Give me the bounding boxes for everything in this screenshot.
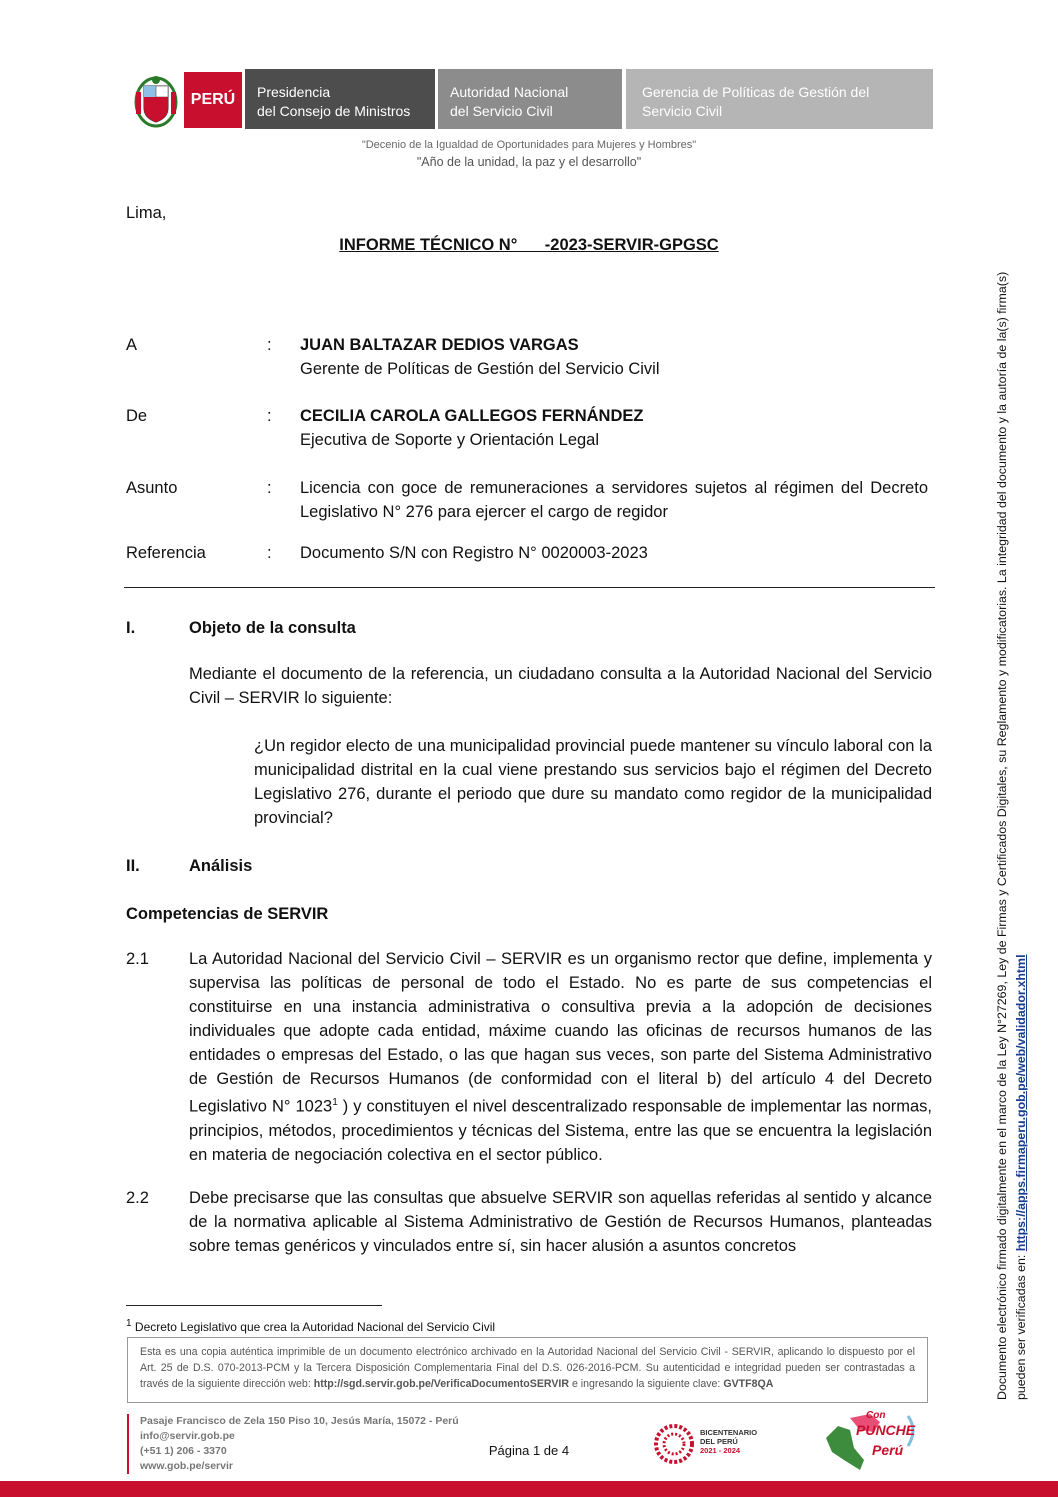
reference-colon: : bbox=[267, 544, 272, 562]
page-number: Página 1 de 4 bbox=[488, 1443, 570, 1458]
reference-label: Referencia bbox=[126, 544, 206, 562]
consultation-question: ¿Un regidor electo de una municipalidad provincial puede mantener su vínculo laboral con la municipalidad distrital en la cual viene prestando sus servicios bajo el régimen del Decreto Legislativo 276, durante el periodo que dure su mandato como regidor de la municipalidad provincial? bbox=[254, 737, 932, 827]
header-gerencia-line1: Gerencia de Políticas de Gestión del bbox=[642, 84, 870, 100]
from-label: De bbox=[126, 407, 148, 425]
bicentenario-icon bbox=[652, 1422, 696, 1466]
section-1-heading: Objeto de la consulta bbox=[189, 619, 356, 637]
authenticity-text-2: e ingresando la siguiente clave: bbox=[569, 1378, 724, 1390]
header-servir-line1: Autoridad Nacional bbox=[450, 84, 569, 100]
verification-key: GVTF8QA bbox=[723, 1378, 774, 1390]
footnote-mark: 1 bbox=[126, 1318, 132, 1329]
year-motto: "Año de la unidad, la paz y el desarrollo" bbox=[416, 155, 642, 169]
paragraph-2-1-number: 2.1 bbox=[126, 950, 149, 968]
subsection-heading: Competencias de SERVIR bbox=[126, 905, 329, 923]
paragraph-2-2: Debe precisarse que las consultas que absuelve SERVIR son aquellas referidas al sentido y alcance de la normativa aplicable al Sistema Administrativo de Gestión de Recursos Humanos, planteadas sobre temas genéricos y vinculados entre sí, sin hacer alusión a asuntos concretos bbox=[189, 1189, 932, 1255]
paragraph-2-1-part1: La Autoridad Nacional del Servicio Civil – SERVIR es un organismo rector que define, implementa y supervisa las políticas de personal de todo el Estado. No es parte de sus competencias el constituirse en una instancia administrativa o consultiva previa a la adopción de decisiones individuales que adopte cada entidad, máxime cuando las oficinas de recursos humanos de las entidades o empresas del Estado, o las que hagan sus veces, son parte del Sistema Administrativo de Gestión de Recursos Humanos (de conformidad con el literal b) del artículo 4 del Decreto Legislativo N° 1023 bbox=[189, 950, 932, 1116]
header-gerencia bbox=[626, 69, 933, 129]
signature-notice-prefix: pueden ser verificadas en: bbox=[1014, 1251, 1028, 1400]
footnote-text: Decreto Legislativo que crea la Autoridad Nacional del Servicio Civil bbox=[131, 1320, 496, 1334]
to-name: JUAN BALTAZAR DEDIOS VARGAS bbox=[300, 336, 579, 354]
report-title: INFORME TÉCNICO N° -2023-SERVIR-GPGSC bbox=[339, 236, 719, 254]
paragraph-2-1 bbox=[189, 947, 932, 1167]
footer-website[interactable]: www.gob.pe/servir bbox=[140, 1460, 233, 1472]
digital-signature-notice bbox=[993, 220, 1053, 1400]
section-1-number: I. bbox=[126, 619, 136, 637]
bicentenario-line2: DEL PERÚ bbox=[700, 1437, 738, 1446]
footnote-divider bbox=[126, 1305, 382, 1306]
punche-peru: Perú bbox=[872, 1442, 904, 1458]
peru-logo: PERÚ bbox=[184, 72, 242, 128]
decade-motto: "Decenio de la Igualdad de Oportunidades para Mujeres y Hombres" bbox=[361, 139, 697, 151]
bicentenario-line3: 2021 - 2024 bbox=[700, 1446, 741, 1455]
subject-colon: : bbox=[267, 479, 272, 497]
header-gerencia-line2: Servicio Civil bbox=[642, 103, 723, 119]
header-servir bbox=[438, 69, 622, 129]
con-punche-peru-logo bbox=[820, 1408, 928, 1474]
footer-stripe bbox=[0, 1481, 1058, 1497]
to-label: A bbox=[126, 336, 138, 354]
authenticity-text: Esta es una copia auténtica imprimible de un documento electrónico archivado en la Autoridad Nacional del Servicio Civil - SERVIR, aplicando lo dispuesto por el Art. 25 de D.S. 070-2013-PCM y la Tercera Disposición Complementaria Final del D.S. 026-2016-PCM. Su autenticidad e integridad pueden ser contrastadas a través de la siguiente dirección web: bbox=[140, 1346, 915, 1390]
section-2-number: II. bbox=[126, 857, 140, 875]
divider bbox=[124, 587, 935, 588]
header-pcm-line1: Presidencia bbox=[257, 84, 331, 100]
subject-text: Licencia con goce de remuneraciones a servidores sujetos al régimen del Decreto Legislativo N° 276 para ejercer el cargo de regidor bbox=[300, 479, 928, 521]
header-servir-line2: del Servicio Civil bbox=[450, 103, 553, 119]
coat-of-arms-icon bbox=[132, 72, 180, 130]
footer-phone: (+51 1) 206 - 3370 bbox=[140, 1445, 227, 1457]
bicentenario-line1: BICENTENARIO bbox=[700, 1428, 758, 1437]
from-name: CECILIA CAROLA GALLEGOS FERNÁNDEZ bbox=[300, 407, 644, 425]
paragraph-2-1-part2: ) y constituyen el nivel descentralizado responsable de implementar las normas, principios, métodos, procedimientos y técnicas del Sistema, entre las que se encuentra la legislación en materia de negociación colectiva en el sector público. bbox=[189, 1097, 932, 1164]
authenticity-notice bbox=[127, 1337, 928, 1403]
header-pcm-line2: del Consejo de Ministros bbox=[257, 103, 411, 119]
paragraph-2-2-number: 2.2 bbox=[126, 1189, 149, 1207]
to-value bbox=[300, 333, 928, 381]
place-date: Lima, bbox=[126, 204, 167, 222]
subject-label: Asunto bbox=[126, 479, 178, 497]
reference-text: Documento S/N con Registro N° 0020003-2023 bbox=[300, 544, 648, 562]
signature-notice-line2 bbox=[1012, 220, 1031, 1400]
to-role: Gerente de Políticas de Gestión del Servicio Civil bbox=[300, 360, 660, 378]
bicentenario-logo bbox=[652, 1420, 772, 1468]
verification-url[interactable]: http://sgd.servir.gob.pe/VerificaDocumentoSERVIR bbox=[313, 1378, 570, 1390]
punche-con: Con bbox=[866, 1410, 886, 1421]
to-colon: : bbox=[267, 336, 272, 354]
section-1-intro: Mediante el documento de la referencia, un ciudadano consulta a la Autoridad Nacional del Servicio Civil – SERVIR lo siguiente: bbox=[189, 665, 932, 707]
footnote bbox=[126, 1318, 495, 1334]
footnote-ref-1[interactable]: 1 bbox=[332, 1097, 338, 1108]
section-2-heading: Análisis bbox=[189, 857, 253, 875]
footer-email[interactable]: info@servir.gob.pe bbox=[140, 1430, 235, 1442]
header-pcm bbox=[245, 69, 435, 129]
from-value bbox=[300, 404, 928, 452]
from-role: Ejecutiva de Soporte y Orientación Legal bbox=[300, 431, 600, 449]
signature-notice-line1: Documento electrónico firmado digitalmente en el marco de la Ley N°27269, Ley de Firmas y Certificados Digitales, su Reglamento y modificatorias. La integridad del documento y la autoría de la(s) firma(s) bbox=[995, 271, 1009, 1400]
punche-word: PUNCHE bbox=[856, 1422, 916, 1438]
validator-link[interactable]: https://apps.firmaperu.gob.pe/web/validador.xhtml bbox=[1014, 954, 1028, 1252]
footer-address: Pasaje Francisco de Zela 150 Piso 10, Jesús María, 15072 - Perú bbox=[140, 1415, 459, 1427]
from-colon: : bbox=[267, 407, 272, 425]
